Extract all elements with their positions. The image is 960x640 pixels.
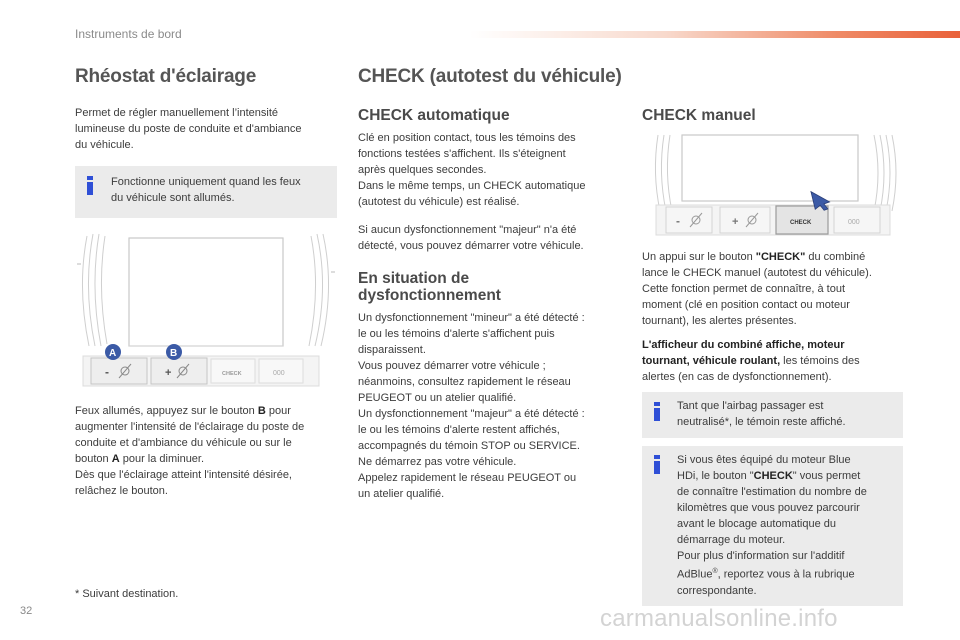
rheostat-info-text [111, 174, 301, 206]
check-auto-line: détecté, vous pouvez démarrer votre véhicule. [358, 240, 584, 252]
malfunction-line: Vous pouvez démarrer votre véhicule ; [358, 360, 546, 372]
malfunction-line: le ou les témoins d'alerte s'affichent puis [358, 328, 555, 340]
rheostat-info-line: du véhicule sont allumés. [111, 192, 235, 204]
check-manual-line: moment (clé en position contact ou moteur [642, 299, 850, 311]
malfunction-line: Un dysfonctionnement "majeur" a été détecté : [358, 408, 585, 420]
bluehdi-info-line: Pour plus d'information sur l'additif [677, 550, 845, 562]
check-auto-text-2 [358, 222, 584, 254]
malfunction-line: PEUGEOT ou un atelier qualifié. [358, 392, 517, 404]
rheostat-info-line: Fonctionne uniquement quand les feux [111, 176, 301, 188]
check-manual-text-2 [642, 337, 860, 385]
rheostat-body-line: conduite et d'ambiance du véhicule ou sur le [75, 437, 292, 449]
check-auto-line: Dans le même temps, un CHECK automatique [358, 180, 586, 192]
check-button-label: CHECK [222, 371, 242, 377]
check-auto-line: Clé en position contact, tous les témoins des [358, 132, 576, 144]
malfunction-line: un atelier qualifié. [358, 488, 445, 500]
rheostat-intro-line: lumineuse du poste de conduite et d'ambiance [75, 123, 302, 135]
info-icon [654, 402, 662, 421]
bluehdi-info-line: de connaître l'estimation du nombre de [677, 486, 867, 498]
rheostat-illustration [75, 228, 337, 390]
bluehdi-info-line: avant le blocage automatique du [677, 518, 837, 530]
malfunction-line: Un dysfonctionnement "mineur" a été détecté : [358, 312, 585, 324]
malfunction-title-line: dysfonctionnement [358, 287, 501, 304]
callout-b-label: B [170, 348, 178, 359]
malfunction-title [358, 270, 501, 304]
bluehdi-info-line: correspondante. [677, 584, 757, 597]
check-manual-text [642, 249, 872, 329]
check-manual-line: tournant), les alertes présentes. [642, 315, 797, 327]
rheostat-info-box [75, 166, 337, 218]
callout-a-label: A [109, 348, 117, 359]
footnote: * Suivant destination. [75, 588, 179, 600]
malfunction-line: Ne démarrez pas votre véhicule. [358, 456, 517, 468]
section-title: Instruments de bord [75, 27, 182, 41]
manual-check-button-label: CHECK [790, 220, 812, 226]
bluehdi-info-line: HDi, le bouton "CHECK" vous permet [677, 470, 861, 482]
rheostat-plus-label: + [165, 367, 172, 379]
check-manual-title: CHECK manuel [642, 107, 756, 124]
check-manual-line: alertes (en cas de dysfonctionnement). [642, 371, 832, 383]
bluehdi-info-line: AdBlue®, reportez vous à la rubrique [677, 568, 855, 581]
info-icon [654, 455, 662, 474]
bluehdi-info-line: démarrage du moteur. [677, 534, 786, 546]
check-auto-text [358, 130, 585, 210]
malfunction-line: disparaissent. [358, 344, 426, 356]
rheostat-body-line: Dès que l'éclairage atteint l'intensité désirée, [75, 469, 292, 481]
rheostat-intro-line: du véhicule. [75, 139, 134, 151]
check-manual-illustration [642, 133, 904, 241]
page-number: 32 [20, 605, 33, 617]
malfunction-line: accompagnés du témoin STOP ou SERVICE. [358, 440, 580, 452]
check-manual-line: Cette fonction permet de connaître, à tout [642, 283, 846, 295]
check-auto-line: Si aucun dysfonctionnement "majeur" n'a été [358, 224, 577, 236]
check-auto-line: (autotest du véhicule) est réalisé. [358, 196, 520, 208]
malfunction-line: le ou les témoins d'alerte restent affichés, [358, 424, 560, 436]
check-manual-line: Un appui sur le bouton "CHECK" du combiné [642, 251, 866, 263]
check-auto-title: CHECK automatique [358, 107, 510, 124]
bluehdi-info-box [642, 446, 903, 606]
malfunction-line: Appelez rapidement le réseau PEUGEOT ou [358, 472, 577, 484]
rheostat-body-line: relâchez le bouton. [75, 485, 168, 497]
malfunction-title-line: En situation de [358, 270, 470, 287]
rheostat-body-line: Feux allumés, appuyez sur le bouton B pour [75, 405, 291, 417]
bluehdi-info-line: Si vous êtes équipé du moteur Blue [677, 454, 851, 466]
rheostat-intro-line: Permet de régler manuellement l’intensité [75, 107, 278, 119]
zero-button-label: 000 [273, 370, 285, 377]
rheostat-intro [75, 105, 302, 153]
airbag-info-line: Tant que l'airbag passager est [677, 400, 824, 412]
malfunction-line: néanmoins, consultez rapidement le réseau [358, 376, 571, 388]
airbag-info-text [677, 398, 846, 430]
malfunction-text [358, 310, 585, 502]
rheostat-body-line: bouton A pour la diminuer. [75, 453, 205, 465]
manual-minus-label: - [676, 214, 680, 228]
check-title: CHECK (autotest du véhicule) [358, 66, 622, 87]
bluehdi-info-text [677, 452, 867, 599]
airbag-info-box [642, 392, 903, 438]
rheostat-body-line: augmenter l'intensité de l'éclairage du poste de [75, 421, 305, 433]
rheostat-minus-label: - [105, 365, 109, 379]
airbag-info-line: neutralisé*, le témoin reste affiché. [677, 416, 846, 428]
watermark: carmanualsonline.info [600, 605, 838, 632]
rheostat-body [75, 403, 304, 499]
check-auto-line: après quelques secondes. [358, 164, 487, 176]
rheostat-title: Rhéostat d'éclairage [75, 66, 257, 87]
info-icon [87, 176, 95, 195]
check-manual-line: L'afficheur du combiné affiche, moteur [642, 339, 845, 351]
check-auto-line: fonctions testées s'affichent. Ils s'éteignent [358, 148, 566, 160]
check-manual-line: lance le CHECK manuel (autotest du véhicule). [642, 267, 872, 279]
check-manual-line: tournant, véhicule roulant, les témoins des [642, 355, 860, 367]
manual-zero-button-label: 000 [848, 219, 860, 226]
header-accent-bar [470, 31, 960, 38]
bluehdi-info-line: kilomètres que vous pouvez parcourir [677, 502, 860, 514]
manual-plus-label: + [732, 216, 739, 228]
